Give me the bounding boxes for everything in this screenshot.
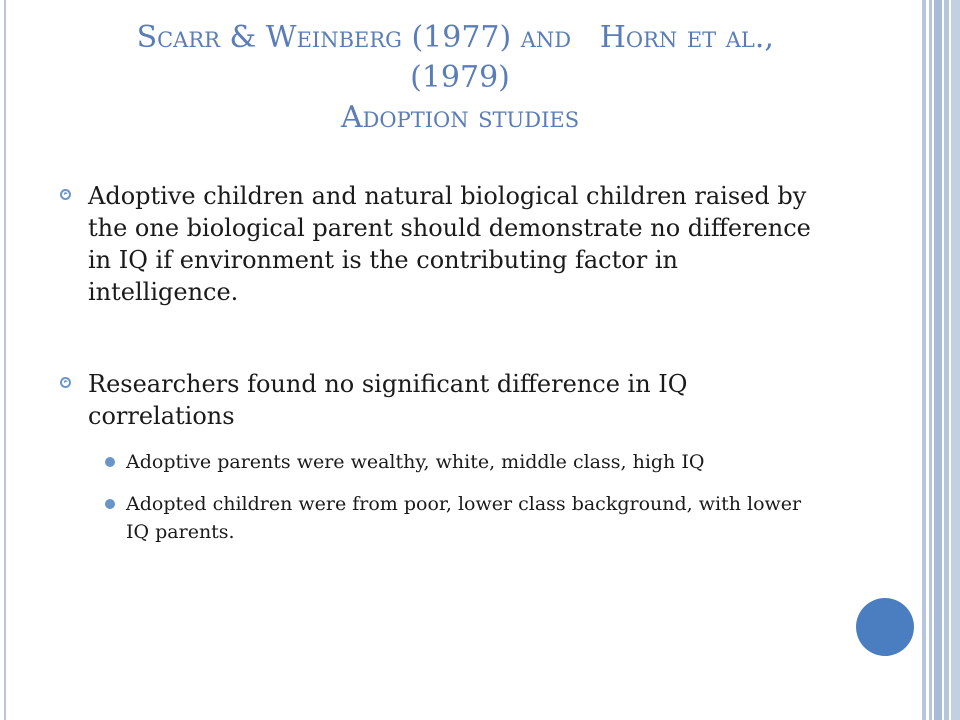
bullet-list xyxy=(60,180,830,560)
bullet-item xyxy=(60,180,830,308)
bullet-item xyxy=(60,368,830,432)
sub-bullet-text: Adoptive parents were wealthy, white, middle class, high IQ xyxy=(126,451,705,473)
title-line-1: Scarr & Weinberg (1977) and Horn et al., xyxy=(136,20,784,55)
decorative-circle xyxy=(856,598,914,656)
left-border-line xyxy=(4,0,6,720)
bullet-text: Adoptive children and natural biological children raised by the one biological parent should demonstrate no difference in IQ if environment is the contributing factor in intelligence. xyxy=(88,182,811,306)
right-stripe xyxy=(951,0,960,720)
sub-bullet-item xyxy=(60,448,830,476)
right-stripe xyxy=(934,0,942,720)
right-stripe xyxy=(922,0,926,720)
title-line-3: Adoption studies xyxy=(340,100,580,135)
slide-title xyxy=(40,18,880,138)
sub-bullet-item xyxy=(60,490,830,546)
title-line-2: (1979) xyxy=(410,60,510,95)
bullet-dot-icon xyxy=(105,499,115,509)
right-stripe xyxy=(944,0,949,720)
bullet-text: Researchers found no significant difference in IQ correlations xyxy=(88,370,688,430)
bullet-ring-icon xyxy=(60,189,71,200)
sub-bullet-text: Adopted children were from poor, lower class background, with lower IQ parents. xyxy=(126,493,802,543)
right-stripe xyxy=(929,0,932,720)
bullet-ring-icon xyxy=(60,377,71,388)
bullet-dot-icon xyxy=(105,457,115,467)
